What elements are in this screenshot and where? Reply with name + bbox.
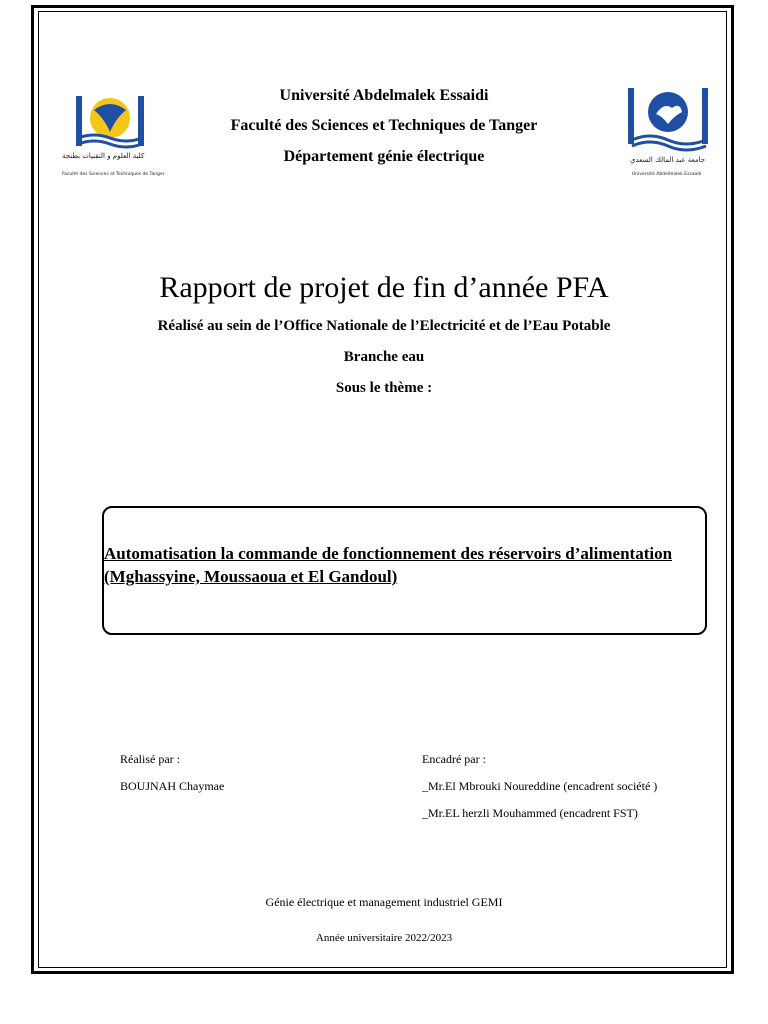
program-name: Génie électrique et management industriel GEMI xyxy=(265,895,503,909)
realise-par-label: Réalisé par : xyxy=(120,752,180,766)
academic-year: Année universitaire 2022/2023 xyxy=(315,932,453,944)
theme-label: Sous le thème : xyxy=(335,380,433,396)
faculty-name: Faculté des Sciences et Techniques de Tanger xyxy=(230,117,538,134)
fst-logo-caption-ar: كلية العلوم و التقنيات بطنجة xyxy=(62,152,145,160)
encadre-par-label: Encadré par : xyxy=(422,752,486,766)
supervisor-company: _Mr.El Mbrouki Noureddine (encadrent société ) xyxy=(422,779,658,793)
university-name: Université Abdelmalek Essaidi xyxy=(279,87,489,104)
uae-logo-caption-ar: جامعة عبد المالك السعدي xyxy=(630,156,706,164)
project-theme: Automatisation la commande de fonctionnement des réservoirs d’alimentation (Mghassyine, Moussaoua et El Gandoul) xyxy=(104,544,673,586)
department-name: Département génie électrique xyxy=(283,148,485,165)
report-branch: Branche eau xyxy=(343,349,425,365)
report-host-organisation: Réalisé au sein de l’Office Nationale de l’Electricité et de l’Eau Potable xyxy=(157,318,611,334)
fst-logo-caption-fr: Faculté des Sciences et Techniques de Tanger xyxy=(62,172,165,177)
student-name: BOUJNAH Chaymae xyxy=(120,779,225,793)
supervisor-fst: _Mr.EL herzli Mouhammed (encadrent FST) xyxy=(422,806,638,820)
uae-logo-caption-fr: Université Abdelmalek Essaadi xyxy=(632,172,702,177)
report-title: Rapport de projet de fin d’année PFA xyxy=(159,271,609,304)
